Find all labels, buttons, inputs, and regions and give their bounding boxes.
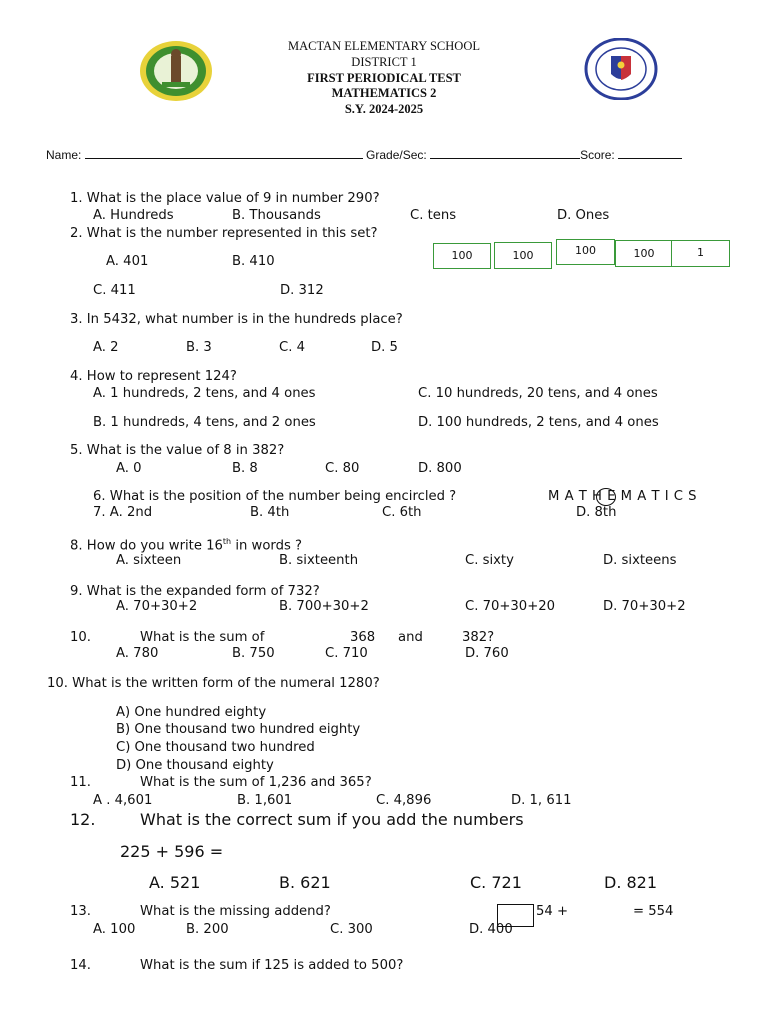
- q1-option-c: C. tens: [410, 208, 457, 223]
- q9-option-a: A. 70+30+2: [116, 599, 198, 614]
- q5-option-d: D. 800: [418, 461, 462, 476]
- q9-option-c: C. 70+30+20: [465, 599, 556, 614]
- q8-option-b: B. sixteenth: [279, 553, 359, 568]
- q11-option-b: B. 1,601: [237, 793, 293, 808]
- district: DISTRICT 1: [351, 55, 417, 69]
- q2-option-d: D. 312: [280, 283, 324, 298]
- q10b-text: 10. What is the written form of the numeral 1280?: [47, 676, 380, 691]
- q8-sup: th: [222, 537, 232, 546]
- q13-option-c: C. 300: [330, 922, 373, 937]
- q10b-option-a: A) One hundred eighty: [116, 705, 267, 720]
- q2-text: 2. What is the number represented in this set?: [70, 226, 378, 241]
- student-info-line: [46, 146, 682, 162]
- q10b-option-c: C) One thousand two hundred: [116, 740, 315, 755]
- q13-option-b: B. 200: [186, 922, 229, 937]
- q13-option-a: A. 100: [93, 922, 136, 937]
- school-name: MACTAN ELEMENTARY SCHOOL: [288, 39, 480, 53]
- q2-option-c: C. 411: [93, 283, 136, 298]
- q8-text-post: in words ?: [231, 538, 303, 554]
- encircle-mark: [596, 488, 616, 506]
- q2-box-3: 100: [556, 239, 615, 265]
- q12-option-a: A. 521: [149, 873, 201, 892]
- subject: MATHEMATICS 2: [331, 86, 437, 100]
- q1-option-d: D. Ones: [557, 208, 610, 223]
- q9-option-b: B. 700+30+2: [279, 599, 369, 614]
- test-title: FIRST PERIODICAL TEST: [307, 71, 461, 85]
- q10b-option-d: D) One thousand eighty: [116, 758, 274, 773]
- q6-word: M A T H E M A T I C S: [548, 489, 698, 504]
- q10a-number: 10.: [70, 630, 91, 645]
- q11-option-c: C. 4,896: [376, 793, 432, 808]
- q11-option-a: A . 4,601: [93, 793, 153, 808]
- q7-option-b: B. 4th: [250, 505, 290, 520]
- q8-text-pre: 8. How do you write 16: [70, 538, 223, 554]
- q10a-option-d: D. 760: [465, 646, 509, 661]
- q2-box-1: 100: [433, 243, 491, 269]
- q2-option-a: A. 401: [106, 254, 149, 269]
- deped-seal: [584, 38, 658, 100]
- q9-text: 9. What is the expanded form of 732?: [70, 584, 320, 599]
- q11-option-d: D. 1, 611: [511, 793, 572, 808]
- grade-label: Grade/Sec:: [366, 148, 431, 162]
- q4-option-b: B. 1 hundreds, 4 tens, and 2 ones: [93, 415, 316, 430]
- q7-option-c: C. 6th: [382, 505, 422, 520]
- q10b-option-b: B) One thousand two hundred eighty: [116, 722, 361, 737]
- q12-text: What is the correct sum if you add the numbers: [140, 810, 524, 829]
- q1-text: 1. What is the place value of 9 in number 290?: [70, 191, 380, 206]
- q2-box-4: 100: [615, 240, 673, 267]
- q11-text: What is the sum of 1,236 and 365?: [140, 775, 372, 790]
- q5-option-b: B. 8: [232, 461, 258, 476]
- q10a-num2: 382?: [462, 630, 495, 645]
- q8-text: [70, 537, 302, 553]
- q1-option-b: B. Thousands: [232, 208, 321, 223]
- q11-number: 11.: [70, 775, 91, 790]
- q3-option-a: A. 2: [93, 340, 119, 355]
- q3-option-b: B. 3: [186, 340, 212, 355]
- q12-option-d: D. 821: [604, 873, 658, 892]
- q5-option-a: A. 0: [116, 461, 142, 476]
- q12-option-b: B. 621: [279, 873, 331, 892]
- q2-option-b: B. 410: [232, 254, 275, 269]
- q3-option-d: D. 5: [371, 340, 398, 355]
- q6-text: 6. What is the position of the number being encircled ?: [93, 489, 457, 504]
- q4-text: 4. How to represent 124?: [70, 369, 237, 384]
- q10a-and: and: [398, 630, 423, 645]
- q3-text: 3. In 5432, what number is in the hundreds place?: [70, 312, 403, 327]
- q4-option-d: D. 100 hundreds, 2 tens, and 4 ones: [418, 415, 659, 430]
- q13-text: What is the missing addend?: [140, 904, 331, 919]
- score-label: Score:: [580, 148, 619, 162]
- q4-option-a: A. 1 hundreds, 2 tens, and 4 ones: [93, 386, 316, 401]
- q8-option-d: D. sixteens: [603, 553, 677, 568]
- q10a-num1: 368: [350, 630, 376, 645]
- q4-option-c: C. 10 hundreds, 20 tens, and 4 ones: [418, 386, 658, 401]
- q14-text: What is the sum if 125 is added to 500?: [140, 958, 404, 973]
- q7-option-d: D. 8th: [576, 505, 617, 520]
- q12-option-c: C. 721: [470, 873, 522, 892]
- q13-number: 13.: [70, 904, 91, 919]
- q10a-option-b: B. 750: [232, 646, 275, 661]
- grade-field[interactable]: [430, 146, 580, 159]
- q2-box-5: 1: [671, 240, 730, 267]
- q12-number: 12.: [70, 810, 96, 829]
- q8-option-a: A. sixteen: [116, 553, 182, 568]
- q7-option-a: 7. A. 2nd: [93, 505, 153, 520]
- q13-equation-right: = 554: [633, 904, 674, 919]
- q10a-text: What is the sum of: [140, 630, 265, 645]
- school-seal: [138, 40, 214, 102]
- q10a-option-c: C. 710: [325, 646, 368, 661]
- q1-option-a: A. Hundreds: [93, 208, 174, 223]
- q8-option-c: C. sixty: [465, 553, 514, 568]
- school-year: S.Y. 2024-2025: [344, 102, 424, 116]
- q10a-option-a: A. 780: [116, 646, 159, 661]
- q5-option-c: C. 80: [325, 461, 360, 476]
- q12-expression: 225 + 596 =: [120, 842, 224, 861]
- q3-option-c: C. 4: [279, 340, 305, 355]
- q2-box-2: 100: [494, 242, 552, 269]
- q9-option-d: D. 70+30+2: [603, 599, 686, 614]
- q13-option-d: D. 400: [469, 922, 513, 937]
- q13-equation-left: 54 +: [536, 904, 569, 919]
- name-label: Name:: [46, 148, 85, 162]
- q5-text: 5. What is the value of 8 in 382?: [70, 443, 285, 458]
- score-field[interactable]: [618, 146, 682, 159]
- name-field[interactable]: [85, 146, 363, 159]
- q14-number: 14.: [70, 958, 91, 973]
